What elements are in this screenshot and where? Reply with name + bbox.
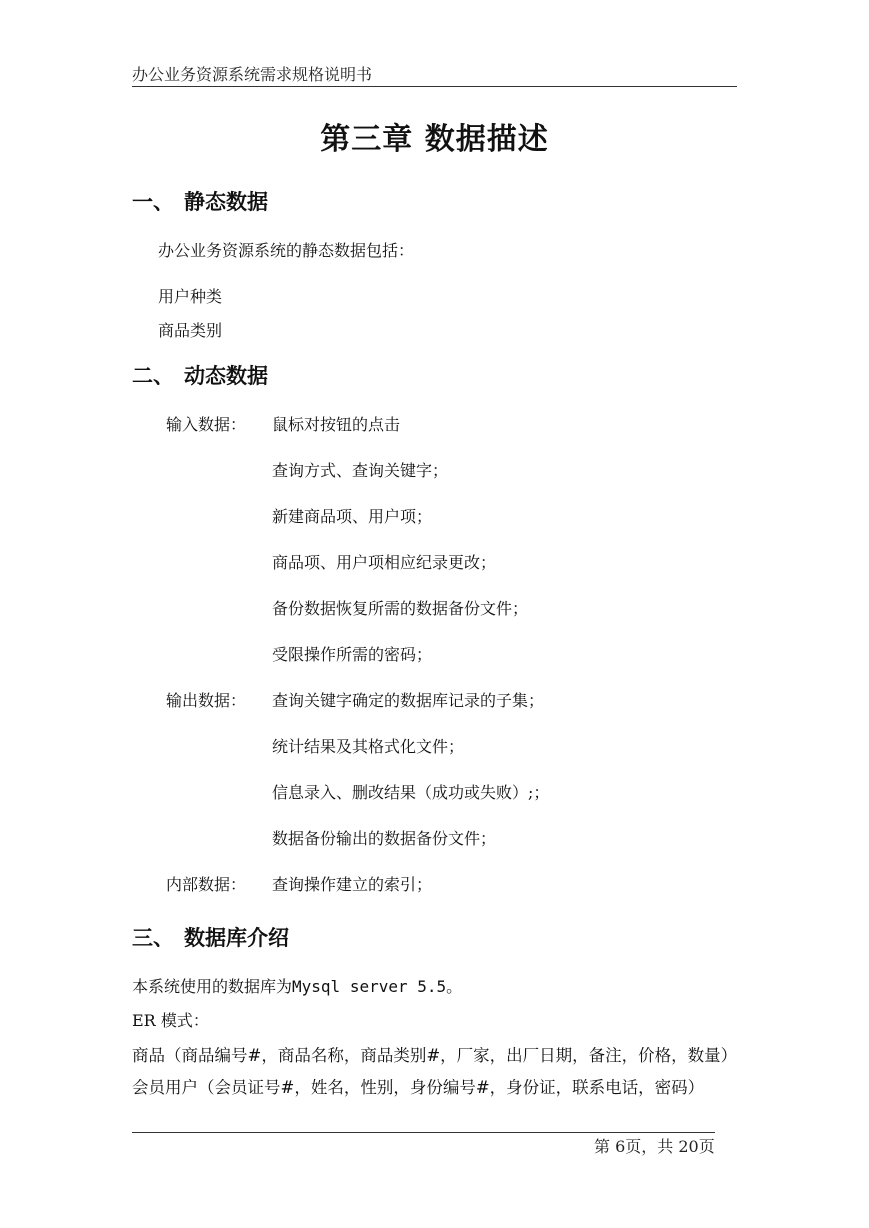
header-divider xyxy=(132,86,737,87)
er-entity-product: 商品（商品编号#，商品名称，商品类别#，厂家，出厂日期，备注，价格，数量） xyxy=(132,1046,738,1065)
input-data-item: 查询方式、查询关键字； xyxy=(272,461,449,480)
static-data-intro: 办公业务资源系统的静态数据包括： xyxy=(158,241,415,260)
input-data-label: 输入数据： xyxy=(166,415,247,434)
section-heading-database-intro xyxy=(132,922,289,952)
section-number: 三、 xyxy=(132,926,174,950)
section-heading-dynamic-data xyxy=(132,360,268,390)
database-name: Mysql server 5.5 xyxy=(292,977,447,996)
output-data-item: 信息录入、删改结果（成功或失败）;； xyxy=(272,783,550,802)
internal-data-item: 查询操作建立的索引； xyxy=(272,875,433,894)
er-prefix: ER xyxy=(132,1011,156,1030)
section-title: 数据库介绍 xyxy=(184,926,289,950)
section-number: 一、 xyxy=(132,190,174,214)
chapter-title: 第三章 数据描述 xyxy=(320,122,549,157)
input-data-item: 新建商品项、用户项； xyxy=(272,507,433,526)
er-suffix: 模式： xyxy=(160,1011,209,1030)
output-data-label: 输出数据： xyxy=(166,691,247,710)
input-data-item: 备份数据恢复所需的数据备份文件； xyxy=(272,599,529,618)
section-title: 静态数据 xyxy=(184,190,268,214)
input-data-item: 受限操作所需的密码； xyxy=(272,645,433,664)
static-data-item: 用户种类 xyxy=(158,287,223,306)
output-data-item: 统计结果及其格式化文件； xyxy=(272,737,465,756)
section-heading-static-data xyxy=(132,186,268,216)
footer-divider xyxy=(132,1132,715,1133)
output-data-item: 查询关键字确定的数据库记录的子集； xyxy=(272,691,545,710)
input-data-item: 鼠标对按钮的点击 xyxy=(272,415,401,434)
er-model-label xyxy=(132,1008,209,1031)
document-header-title: 办公业务资源系统需求规格说明书 xyxy=(132,65,373,84)
section-title: 动态数据 xyxy=(184,364,268,388)
er-entity-member: 会员用户（会员证号#，姓名，性别，身份编号#，身份证，联系电话，密码） xyxy=(132,1078,705,1097)
output-data-item: 数据备份输出的数据备份文件； xyxy=(272,829,497,848)
static-data-item: 商品类别 xyxy=(158,321,223,340)
database-suffix: 。 xyxy=(446,977,463,996)
page-number: 第 6页，共 20页 xyxy=(594,1137,715,1156)
database-prefix: 本系统使用的数据库为 xyxy=(132,977,293,996)
internal-data-label: 内部数据： xyxy=(166,875,247,894)
section-number: 二、 xyxy=(132,364,174,388)
database-description xyxy=(132,974,462,997)
input-data-item: 商品项、用户项相应纪录更改； xyxy=(272,553,497,572)
